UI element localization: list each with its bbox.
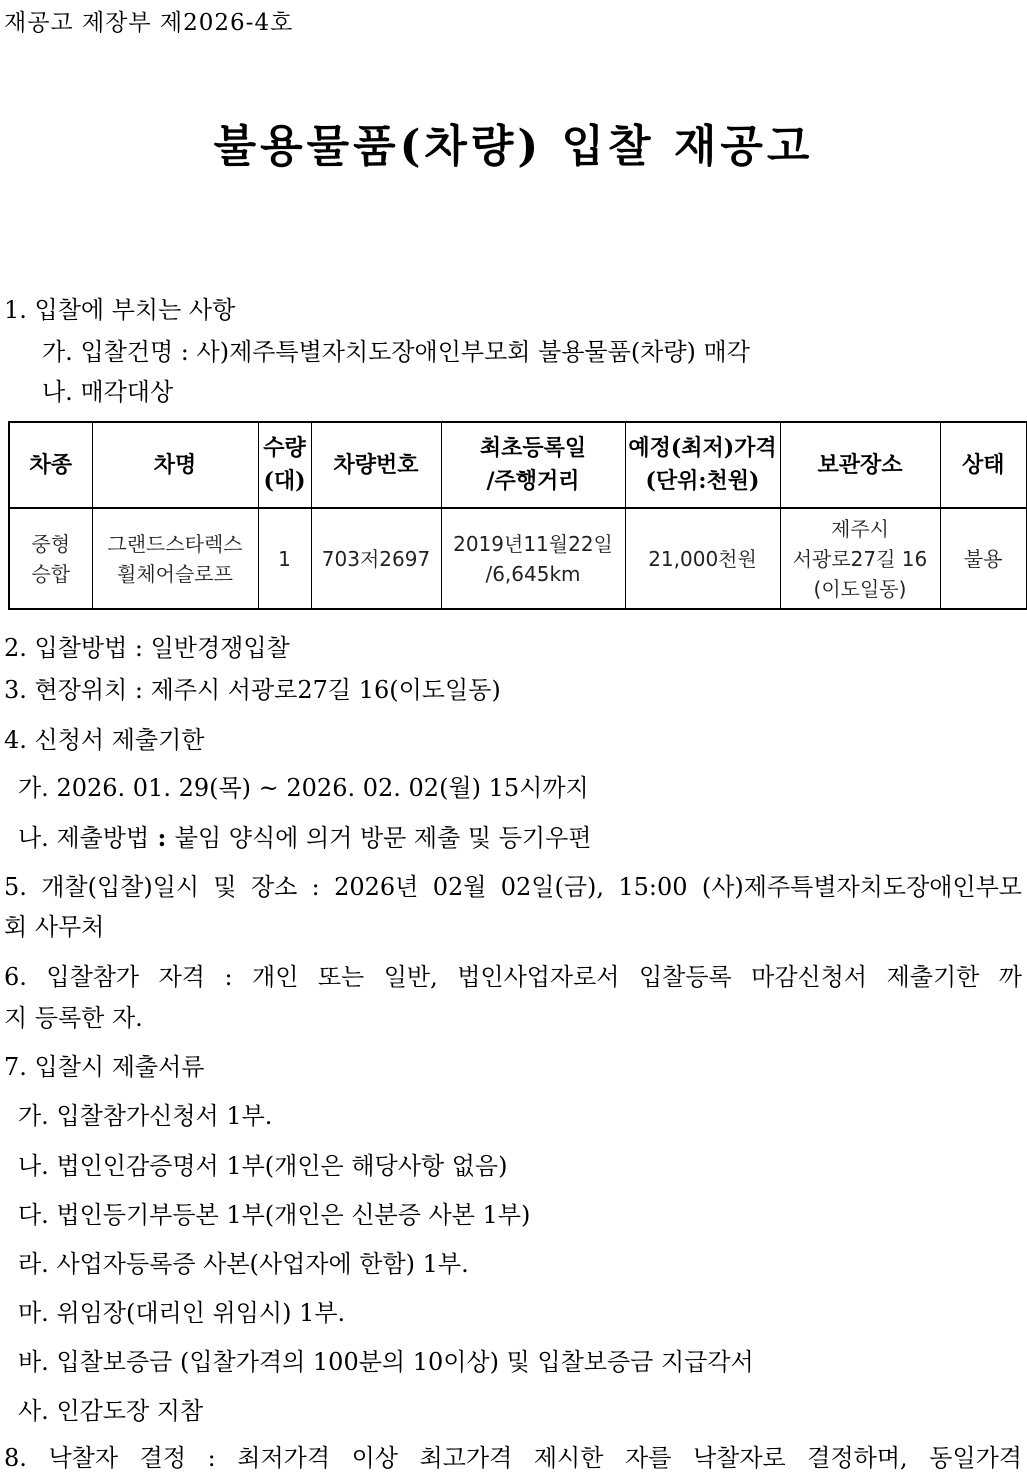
cell-plate: 703저2697	[311, 508, 441, 609]
section-7-item: 가. 입찰참가신청서 1부.	[18, 1102, 273, 1130]
section-7-item: 라. 사업자등록증 사본(사업자에 한함) 1부.	[18, 1250, 469, 1278]
section-6-line1: 6. 입찰참가 자격 : 개인 또는 일반, 법인사업자로서 입찰등록 마감신청서 제출기한 까	[4, 963, 1022, 991]
document-number: 재공고 제장부 제2026-4호	[4, 10, 294, 36]
section-7-item: 다. 법인등기부등본 1부(개인은 신분증 사본 1부)	[18, 1201, 531, 1229]
header-registration	[441, 422, 625, 508]
table-row	[9, 508, 1027, 609]
section-6-line2: 지 등록한 자.	[4, 1004, 143, 1032]
section-7-item: 바. 입찰보증금 (입찰가격의 100분의 10이상) 및 입찰보증금 지급각서	[18, 1348, 754, 1376]
header-location: 보관장소	[780, 422, 940, 508]
cell-location-line3: (이도일동)	[813, 576, 907, 601]
cell-registration	[441, 508, 625, 609]
section-7-item: 마. 위임장(대리인 위임시) 1부.	[18, 1299, 346, 1327]
section-2: 2. 입찰방법 : 일반경쟁입찰	[4, 634, 290, 662]
header-qty-line1: 수량	[263, 435, 306, 461]
header-plate: 차량번호	[311, 422, 441, 508]
header-price	[625, 422, 780, 508]
section-1-item-a: 가. 입찰건명 : 사)제주특별자치도장애인부모회 불용물품(차량) 매각	[42, 338, 750, 366]
header-qty-line2: (대)	[263, 468, 306, 494]
section-1-heading: 1. 입찰에 부치는 사항	[4, 296, 236, 324]
cell-name-line1: 그랜드스타렉스	[107, 531, 243, 556]
section-4-item-b-rest: 붙임 양식에 의거 방문 제출 및 등기우편	[174, 824, 592, 852]
table-header-row	[9, 422, 1027, 508]
section-8: 8. 낙찰자 결정 : 최저가격 이상 최고가격 제시한 자를 낙찰자로 결정하며, 동일가격	[4, 1444, 1022, 1472]
cell-type-line1: 중형	[31, 531, 71, 556]
cell-name	[92, 508, 258, 609]
cell-location	[780, 508, 940, 609]
section-7-item: 나. 법인인감증명서 1부(개인은 해당사항 없음)	[18, 1152, 508, 1180]
header-name: 차명	[92, 422, 258, 508]
section-4-item-b	[18, 818, 591, 853]
vehicle-table	[8, 421, 1027, 610]
section-5-line2: 회 사무처	[4, 913, 105, 941]
section-3: 3. 현장위치 : 제주시 서광로27길 16(이도일동)	[4, 676, 501, 704]
cell-status: 불용	[940, 508, 1027, 609]
header-type: 차종	[9, 422, 92, 508]
cell-reg-line1: 2019년11월22일	[453, 531, 613, 556]
section-4-heading: 4. 신청서 제출기한	[4, 726, 205, 754]
cell-name-line2: 휠체어슬로프	[117, 561, 233, 586]
cell-type-line2: 승합	[31, 561, 71, 586]
cell-reg-line2: /6,645km	[485, 561, 581, 586]
section-5-line1: 5. 개찰(입찰)일시 및 장소 : 2026년 02월 02일(금), 15:00 (사)제주특별자치도장애인부모	[4, 873, 1022, 901]
page-title: 불용물품(차량) 입찰 재공고	[213, 121, 814, 172]
section-1-item-b: 나. 매각대상	[42, 378, 174, 406]
cell-location-line2: 서광로27길 16	[792, 546, 928, 571]
section-7-heading: 7. 입찰시 제출서류	[4, 1053, 205, 1081]
cell-type	[9, 508, 92, 609]
header-price-line2: (단위:천원)	[645, 468, 760, 494]
header-price-line1: 예정(최저)가격	[628, 435, 777, 461]
section-7-item: 사. 인감도장 지참	[18, 1397, 204, 1425]
section-4-item-b-prefix: 나. 제출방법	[18, 824, 150, 852]
header-reg-line1: 최초등록일	[479, 435, 587, 461]
cell-location-line1: 제주시	[831, 516, 889, 541]
header-qty	[258, 422, 311, 508]
cell-price: 21,000천원	[625, 508, 780, 609]
section-4-item-b-colon: :	[149, 823, 175, 852]
section-4-item-a: 가. 2026. 01. 29(목) ~ 2026. 02. 02(월) 15시까지	[18, 774, 589, 802]
header-reg-line2: /주행거리	[486, 468, 580, 494]
header-status: 상태	[940, 422, 1027, 508]
cell-qty: 1	[258, 508, 311, 609]
